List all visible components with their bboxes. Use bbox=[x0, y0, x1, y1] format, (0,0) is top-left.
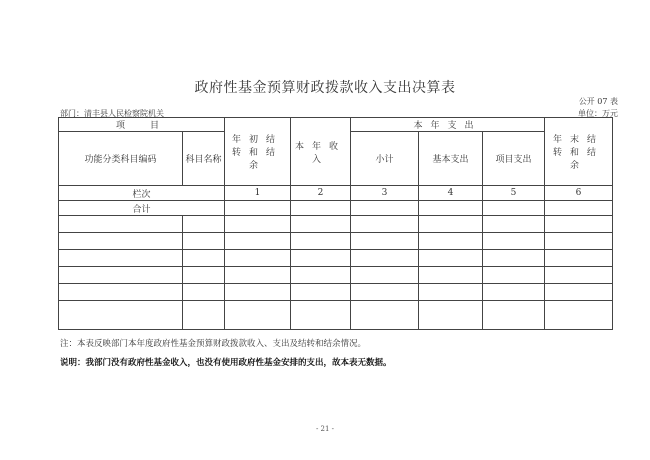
basic-expenditure-header: 基本支出 bbox=[419, 132, 483, 186]
table-cell bbox=[59, 284, 183, 301]
begin-balance-header: 年初结转和结余 bbox=[225, 118, 291, 186]
table-cell bbox=[351, 267, 419, 284]
table-row bbox=[59, 284, 613, 301]
table-cell bbox=[545, 216, 613, 233]
explanation-text: 说明：我部门没有政府性基金收入，也没有使用政府性基金安排的支出，故本表无数据。 bbox=[60, 358, 392, 368]
table-row bbox=[59, 301, 613, 330]
table-cell bbox=[291, 233, 351, 250]
table-cell bbox=[419, 233, 483, 250]
table-cell bbox=[419, 284, 483, 301]
table-cell bbox=[419, 216, 483, 233]
table-cell bbox=[419, 267, 483, 284]
table-cell bbox=[419, 250, 483, 267]
table-row bbox=[59, 267, 613, 284]
table-cell bbox=[225, 216, 291, 233]
table-cell bbox=[183, 301, 225, 330]
table-cell bbox=[351, 216, 419, 233]
lane-number: 4 bbox=[419, 186, 483, 201]
table-cell bbox=[545, 267, 613, 284]
table-cell bbox=[225, 267, 291, 284]
end-balance-header: 年末结转和结余 bbox=[545, 118, 613, 186]
project-header: 项 目 bbox=[59, 118, 225, 132]
table-cell bbox=[291, 301, 351, 330]
page-number: - 21 - bbox=[315, 425, 335, 433]
table-cell bbox=[483, 201, 545, 216]
lane-number: 1 bbox=[225, 186, 291, 201]
table-cell bbox=[183, 233, 225, 250]
table-cell bbox=[351, 284, 419, 301]
current-year-expenditure-header: 本年支出 bbox=[351, 118, 545, 132]
table-cell bbox=[291, 250, 351, 267]
table-cell bbox=[483, 301, 545, 330]
table-cell bbox=[483, 250, 545, 267]
table-cell bbox=[483, 216, 545, 233]
table-cell bbox=[483, 267, 545, 284]
table-cell bbox=[225, 284, 291, 301]
table-row bbox=[59, 250, 613, 267]
lane-row bbox=[59, 186, 613, 201]
table-cell bbox=[291, 284, 351, 301]
table-cell bbox=[225, 301, 291, 330]
project-expenditure-header: 项目支出 bbox=[483, 132, 545, 186]
table-cell bbox=[59, 267, 183, 284]
table-cell bbox=[351, 250, 419, 267]
table-cell bbox=[419, 201, 483, 216]
table-row bbox=[59, 233, 613, 250]
lane-number: 3 bbox=[351, 186, 419, 201]
func-code-header: 功能分类科目编码 bbox=[59, 132, 183, 186]
table-cell bbox=[351, 301, 419, 330]
table-cell bbox=[59, 301, 183, 330]
income-header: 本年收入 bbox=[291, 118, 351, 186]
lane-number: 6 bbox=[545, 186, 613, 201]
table-note: 注：本表反映部门本年度政府性基金预算财政拨款收入、支出及结转和结余情况。 bbox=[60, 339, 367, 349]
budget-table bbox=[58, 117, 613, 330]
lane-label: 栏次 bbox=[59, 186, 225, 201]
table-cell bbox=[545, 250, 613, 267]
table-cell bbox=[291, 267, 351, 284]
lane-number: 5 bbox=[483, 186, 545, 201]
total-row bbox=[59, 201, 613, 216]
table-cell bbox=[483, 284, 545, 301]
table-cell bbox=[351, 201, 419, 216]
table-cell bbox=[419, 301, 483, 330]
table-cell bbox=[225, 201, 291, 216]
table-cell bbox=[59, 233, 183, 250]
table-cell bbox=[183, 250, 225, 267]
table-cell bbox=[183, 216, 225, 233]
table-cell bbox=[545, 284, 613, 301]
table-cell bbox=[183, 267, 225, 284]
table-cell bbox=[59, 216, 183, 233]
table-cell bbox=[183, 284, 225, 301]
form-number: 公开 07 表 bbox=[578, 97, 618, 106]
table-cell bbox=[351, 233, 419, 250]
unit-label: 单位：万元 bbox=[578, 109, 618, 118]
table-cell bbox=[545, 233, 613, 250]
subtotal-header: 小计 bbox=[351, 132, 419, 186]
table-cell bbox=[59, 250, 183, 267]
lane-number: 2 bbox=[291, 186, 351, 201]
table-row bbox=[59, 216, 613, 233]
table-cell bbox=[225, 250, 291, 267]
table-cell bbox=[545, 301, 613, 330]
department-label: 部门：清丰县人民检察院机关 bbox=[60, 109, 164, 118]
table-cell bbox=[545, 201, 613, 216]
page-title: 政府性基金预算财政拨款收入支出决算表 bbox=[194, 80, 456, 96]
table-cell bbox=[225, 233, 291, 250]
table-cell bbox=[483, 233, 545, 250]
table-cell bbox=[291, 216, 351, 233]
table-cell bbox=[291, 201, 351, 216]
subject-name-header: 科目名称 bbox=[183, 132, 225, 186]
total-label: 合计 bbox=[59, 201, 225, 216]
